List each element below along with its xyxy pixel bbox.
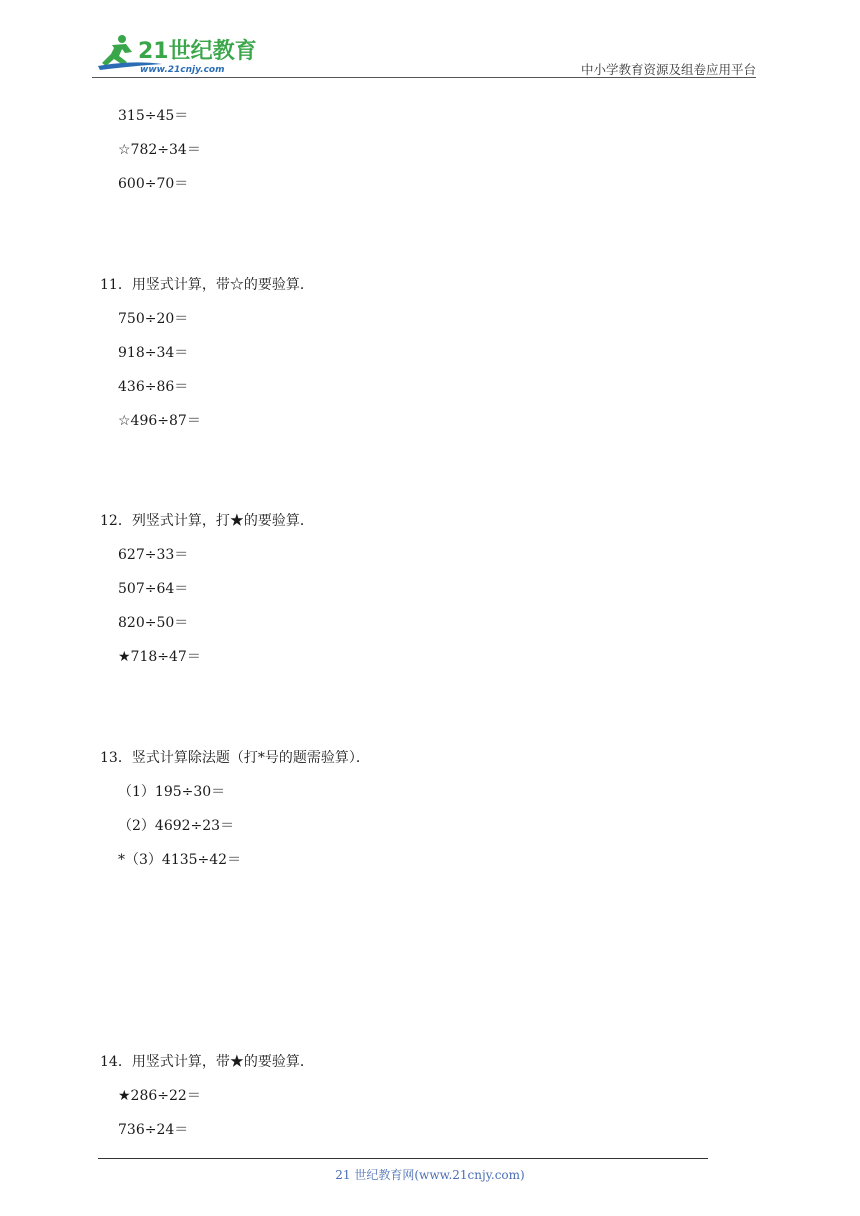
problem-line: ☆496÷87＝: [118, 413, 201, 429]
question-title: 12．列竖式计算，打★的要验算．: [100, 513, 314, 529]
problem-line: 507÷64＝: [118, 581, 189, 597]
footer-divider: [98, 1158, 708, 1159]
problem-line: （1）195÷30＝: [118, 784, 226, 800]
logo-url: www.21cnjy.com: [140, 65, 225, 75]
problem-line: 627÷33＝: [118, 547, 189, 563]
21cnjy-logo: [92, 32, 272, 76]
question-title: 14．用竖式计算，带★的要验算．: [100, 1054, 314, 1070]
problem-line: 918÷34＝: [118, 345, 189, 361]
problem-line: ★286÷22＝: [118, 1088, 201, 1104]
problem-line: （2）4692÷23＝: [118, 818, 235, 834]
problem-line: 820÷50＝: [118, 615, 189, 631]
problem-line: ☆782÷34＝: [118, 142, 201, 158]
page-header: [92, 28, 756, 80]
header-divider: [92, 77, 756, 78]
problem-line: 600÷70＝: [118, 176, 189, 192]
header-platform-text: 中小学教育资源及组卷应用平台: [580, 62, 756, 77]
problem-line: ★718÷47＝: [118, 649, 201, 665]
problem-line: 436÷86＝: [118, 379, 189, 395]
problem-line: 736÷24＝: [118, 1122, 189, 1138]
logo-title: 21世纪教育: [138, 39, 257, 64]
question-title: 13．竖式计算除法题（打*号的题需验算）．: [100, 750, 370, 766]
problem-line: *（3）4135÷42＝: [118, 852, 242, 868]
question-title: 11．用竖式计算，带☆的要验算．: [100, 277, 314, 293]
problem-line: 315÷45＝: [118, 108, 189, 124]
footer-site-link[interactable]: 21 世纪教育网(www.21cnjy.com): [335, 1168, 525, 1182]
problem-line: 750÷20＝: [118, 311, 189, 327]
